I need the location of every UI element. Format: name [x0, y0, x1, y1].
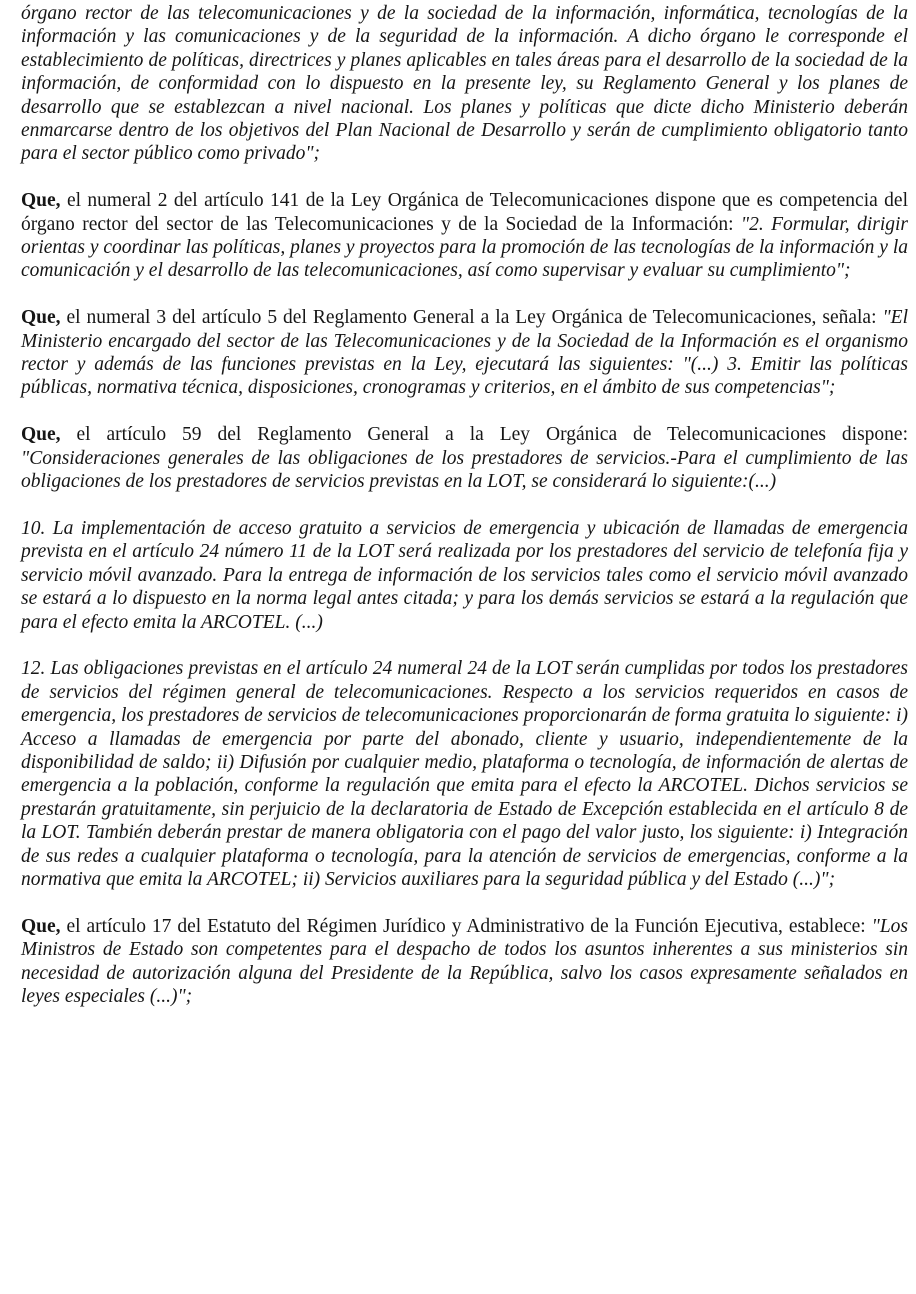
paragraph-item-12	[21, 657, 908, 891]
paragraph-lead: Que,	[21, 307, 61, 329]
quote-text: "Los Ministros de Estado son competentes para el despacho de todos los asuntos inherentes a sus ministerios sin necesidad de autorización alguna del Presidente de la República, salvo los casos expresamente señalados en leyes especiales (...)";	[21, 915, 908, 1007]
paragraph-text: el artículo 17 del Estatuto del Régimen Jurídico y Administrativo de la Función Ejecutiva, establece:	[60, 915, 872, 937]
paragraph-lead: Que,	[21, 190, 61, 212]
paragraph-que-article-5	[21, 306, 908, 400]
quote-text: 12. Las obligaciones previstas en el artículo 24 numeral 24 de la LOT serán cumplidas por todos los prestadores de servicios del régimen general de telecomunicaciones. Respecto a los servicios requeridos en casos de emergencia, los prestadores de servicios de telecomunicaciones proporcionarán de forma gratuita lo siguiente: i) Acceso a llamadas de emergencia por parte del abonado, cliente y usuario, independientemente de la disponibilidad de saldo; ii) Difusión por cualquier medio, plataforma o tecnología, de información de alertas de emergencia a la población, conforme la regulación que emita para el efecto la ARCOTEL. Dichos servicios se prestarán gratuitamente, sin perjuicio de la declaratoria de Estado de Excepción establecida en el artículo 8 de la LOT. También deberán prestar de manera obligatoria con el pago del valor justo, los siguiente: i) Integración de sus redes a cualquier plataforma o tecnología, para la atención de servicios de emergencias, conforme a la normativa que emita la ARCOTEL; ii) Servicios auxiliares para la seguridad pública y del Estado (...)";	[21, 658, 908, 890]
quote-text: 10. La implementación de acceso gratuito a servicios de emergencia y ubicación de llamadas de emergencia prevista en el artículo 24 número 11 de la LOT será realizada por los prestadores del servicio de telefonía fija y servicio móvil avanzado. Para la entrega de información de los servicios tales como el servicio móvil avanzado se estará a lo dispuesto en la norma legal antes citada; y para los demás servicios se estará a la regulación que para el efecto emita la ARCOTEL. (...)	[21, 517, 908, 633]
quote-text: "El Ministerio encargado del sector de las Telecomunicaciones y de la Sociedad de la Información es el organismo rector y además de las funciones previstas en la Ley, ejecutará las siguientes: "(...) 3. Emitir las políticas públicas, normativa técnica, disposiciones, cronogramas y criterios, en el ámbito de sus competencias";	[21, 307, 908, 399]
paragraph-que-article-17	[21, 915, 908, 1009]
paragraph-text: el numeral 3 del artículo 5 del Reglamento General a la Ley Orgánica de Telecomunicaciones, señala:	[60, 307, 883, 329]
quote-text: órgano rector de las telecomunicaciones y de la sociedad de la información, informática, tecnologías de la información y las comunicaciones y de la seguridad de la información. A dicho órgano le corresponde el establecimiento de políticas, directrices y planes aplicables en tales áreas para el desarrollo de la sociedad de la información, de conformidad con lo dispuesto en la presente ley, su Reglamento General y los planes de desarrollo que se establezcan a nivel nacional. Los planes y políticas que dicte dicho Ministerio deberán enmarcarse dentro de los objetivos del Plan Nacional de Desarrollo y serán de cumplimiento obligatorio tanto para el sector público como privado";	[21, 3, 908, 165]
paragraph-que-article-59	[21, 423, 908, 493]
quote-text: "Consideraciones generales de las obligaciones de los prestadores de servicios.-Para el cumplimiento de las obligaciones de los prestadores de servicios previstas en la LOT, se considerará lo siguiente:(...)	[21, 447, 908, 493]
paragraph-text: el numeral 2 del artículo 141 de la Ley Orgánica de Telecomunicaciones dispone que es competencia del órgano rector del sector de las Telecomunicaciones y de la Sociedad de la Información:	[21, 190, 908, 235]
paragraph-continuation	[21, 2, 908, 166]
paragraph-que-article-141	[21, 189, 908, 283]
paragraph-item-10	[21, 517, 908, 634]
paragraph-lead: Que,	[21, 915, 61, 937]
quote-text: "2. Formular, dirigir orientas y coordinar las políticas, planes y proyectos para la promoción de las tecnologías de la información y la comunicación y el desarrollo de las telecomunicaciones, así como supervisar y evaluar su cumplimiento";	[21, 213, 908, 282]
paragraph-text: el artículo 59 del Reglamento General a la Ley Orgánica de Telecomunicaciones dispone:	[60, 424, 908, 446]
paragraph-lead: Que,	[21, 424, 61, 446]
